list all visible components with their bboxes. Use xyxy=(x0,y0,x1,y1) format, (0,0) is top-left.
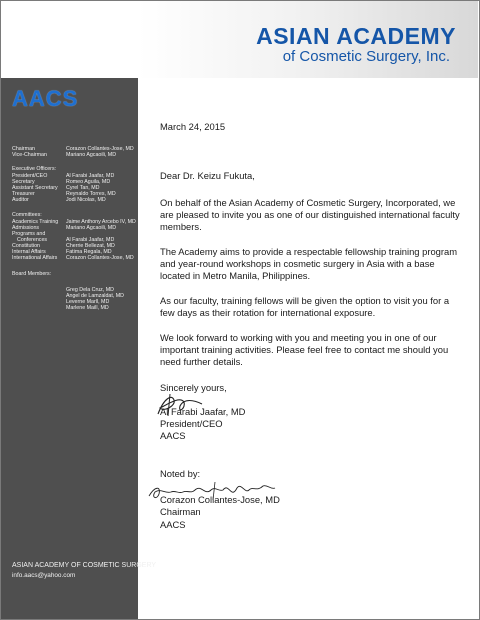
officer-name: Al Farabi Jaafar, MD xyxy=(66,237,115,243)
footer-email: info.aacs@yahoo.com xyxy=(12,572,76,579)
logo-area xyxy=(1,1,138,78)
section-label: Committees: xyxy=(12,212,42,218)
officer-role: Secretary xyxy=(12,179,35,185)
salutation: Dear Dr. Keizu Fukuta, xyxy=(160,170,255,181)
signature-collantes xyxy=(145,478,280,506)
officer-role: Constitution xyxy=(12,243,40,249)
board-member: Marlene Maill, MD xyxy=(66,305,109,311)
signer-title: President/CEO xyxy=(160,418,223,429)
signer-title: Chairman xyxy=(160,506,201,517)
officer-name: Jodi Nicolas, MD xyxy=(66,197,106,203)
officer-name: Corazon Collantes-Jose, MD xyxy=(66,255,134,261)
officer-name: Fatima Regala, MD xyxy=(66,249,112,255)
paragraph: As our faculty, training fellows will be given the option to visit you for a few days as their rotation for international exposure. xyxy=(160,295,450,318)
board-member: Greg Dela Cruz, MD xyxy=(66,287,114,293)
signer-org: AACS xyxy=(160,430,186,441)
paragraph: The Academy aims to provide a respectable fellowship training program and year-round workshops in cosmetic surgery in Asia with a base located in Metro Manila, Philippines. xyxy=(160,246,458,281)
officer-role: Admissions xyxy=(12,225,40,231)
section-label: Executive Officers: xyxy=(12,166,57,172)
officer-name: Jaime Anthony Arcebo IV, MD xyxy=(66,219,136,225)
officer-role: Vice-Chairman xyxy=(12,152,47,158)
board-label: Board Members: xyxy=(12,271,52,277)
sidebar xyxy=(1,78,138,619)
officer-role: Programs and xyxy=(12,231,46,237)
signer-name: Corazon Collantes-Jose, MD xyxy=(160,494,280,505)
officer-role: President/CEO xyxy=(12,173,48,179)
officer-name: Al Farabi Jaafar, MD xyxy=(66,173,115,179)
officer-name: Romeo Aguila, MD xyxy=(66,179,111,185)
officer-role: Auditor xyxy=(12,197,29,203)
officer-name: Mariano Agcaoili, MD xyxy=(66,225,117,231)
officer-name: Cherrie Bellezat, MD xyxy=(66,243,115,249)
footer-org-name: ASIAN ACADEMY OF COSMETIC SURGERY xyxy=(12,562,157,569)
officer-role: Assistant Secretary xyxy=(12,185,58,191)
officer-name: Cyrel Tan, MD xyxy=(66,185,100,191)
letter-date: March 24, 2015 xyxy=(160,121,226,132)
officer-name: Reynaldo Torres, MD xyxy=(66,191,116,197)
noted-label: Noted by: xyxy=(160,468,201,479)
officer-role: Academics Training xyxy=(12,219,59,225)
paragraph: On behalf of the Asian Academy of Cosmetic Surgery, Incorporated, we are pleased to invite you as one of our distinguished international faculty members. xyxy=(160,197,460,232)
org-subtitle: of Cosmetic Surgery, Inc. xyxy=(282,48,450,65)
board-member: Leverne Marll, MD xyxy=(66,299,110,305)
officer-role: Internal Affairs xyxy=(12,249,46,255)
org-title: ASIAN ACADEMY xyxy=(256,23,456,49)
aacs-logo: AACS xyxy=(12,86,79,111)
officer-name: Corazon Collantes-Jose, MD xyxy=(66,146,134,152)
letterhead-band xyxy=(138,1,478,78)
officer-name: Mariano Agcaoili, MD xyxy=(66,152,117,158)
paragraph: We look forward to working with you and meeting you in one of our important training activities. Please feel free to contact me should you need further details. xyxy=(160,332,449,367)
board-member: Angel de Lamzaldat, MD xyxy=(66,293,125,299)
officer-role: Chairman xyxy=(12,146,35,152)
closing: Sincerely yours, xyxy=(160,382,227,393)
officer-role: Conferences xyxy=(17,237,48,243)
signature-jaafar xyxy=(150,390,210,420)
signer-org: AACS xyxy=(160,519,186,530)
officer-role: International Affairs xyxy=(12,255,58,261)
officer-role: Treasurer xyxy=(12,191,35,197)
signer-name: Al Farabi Jaafar, MD xyxy=(160,406,246,417)
